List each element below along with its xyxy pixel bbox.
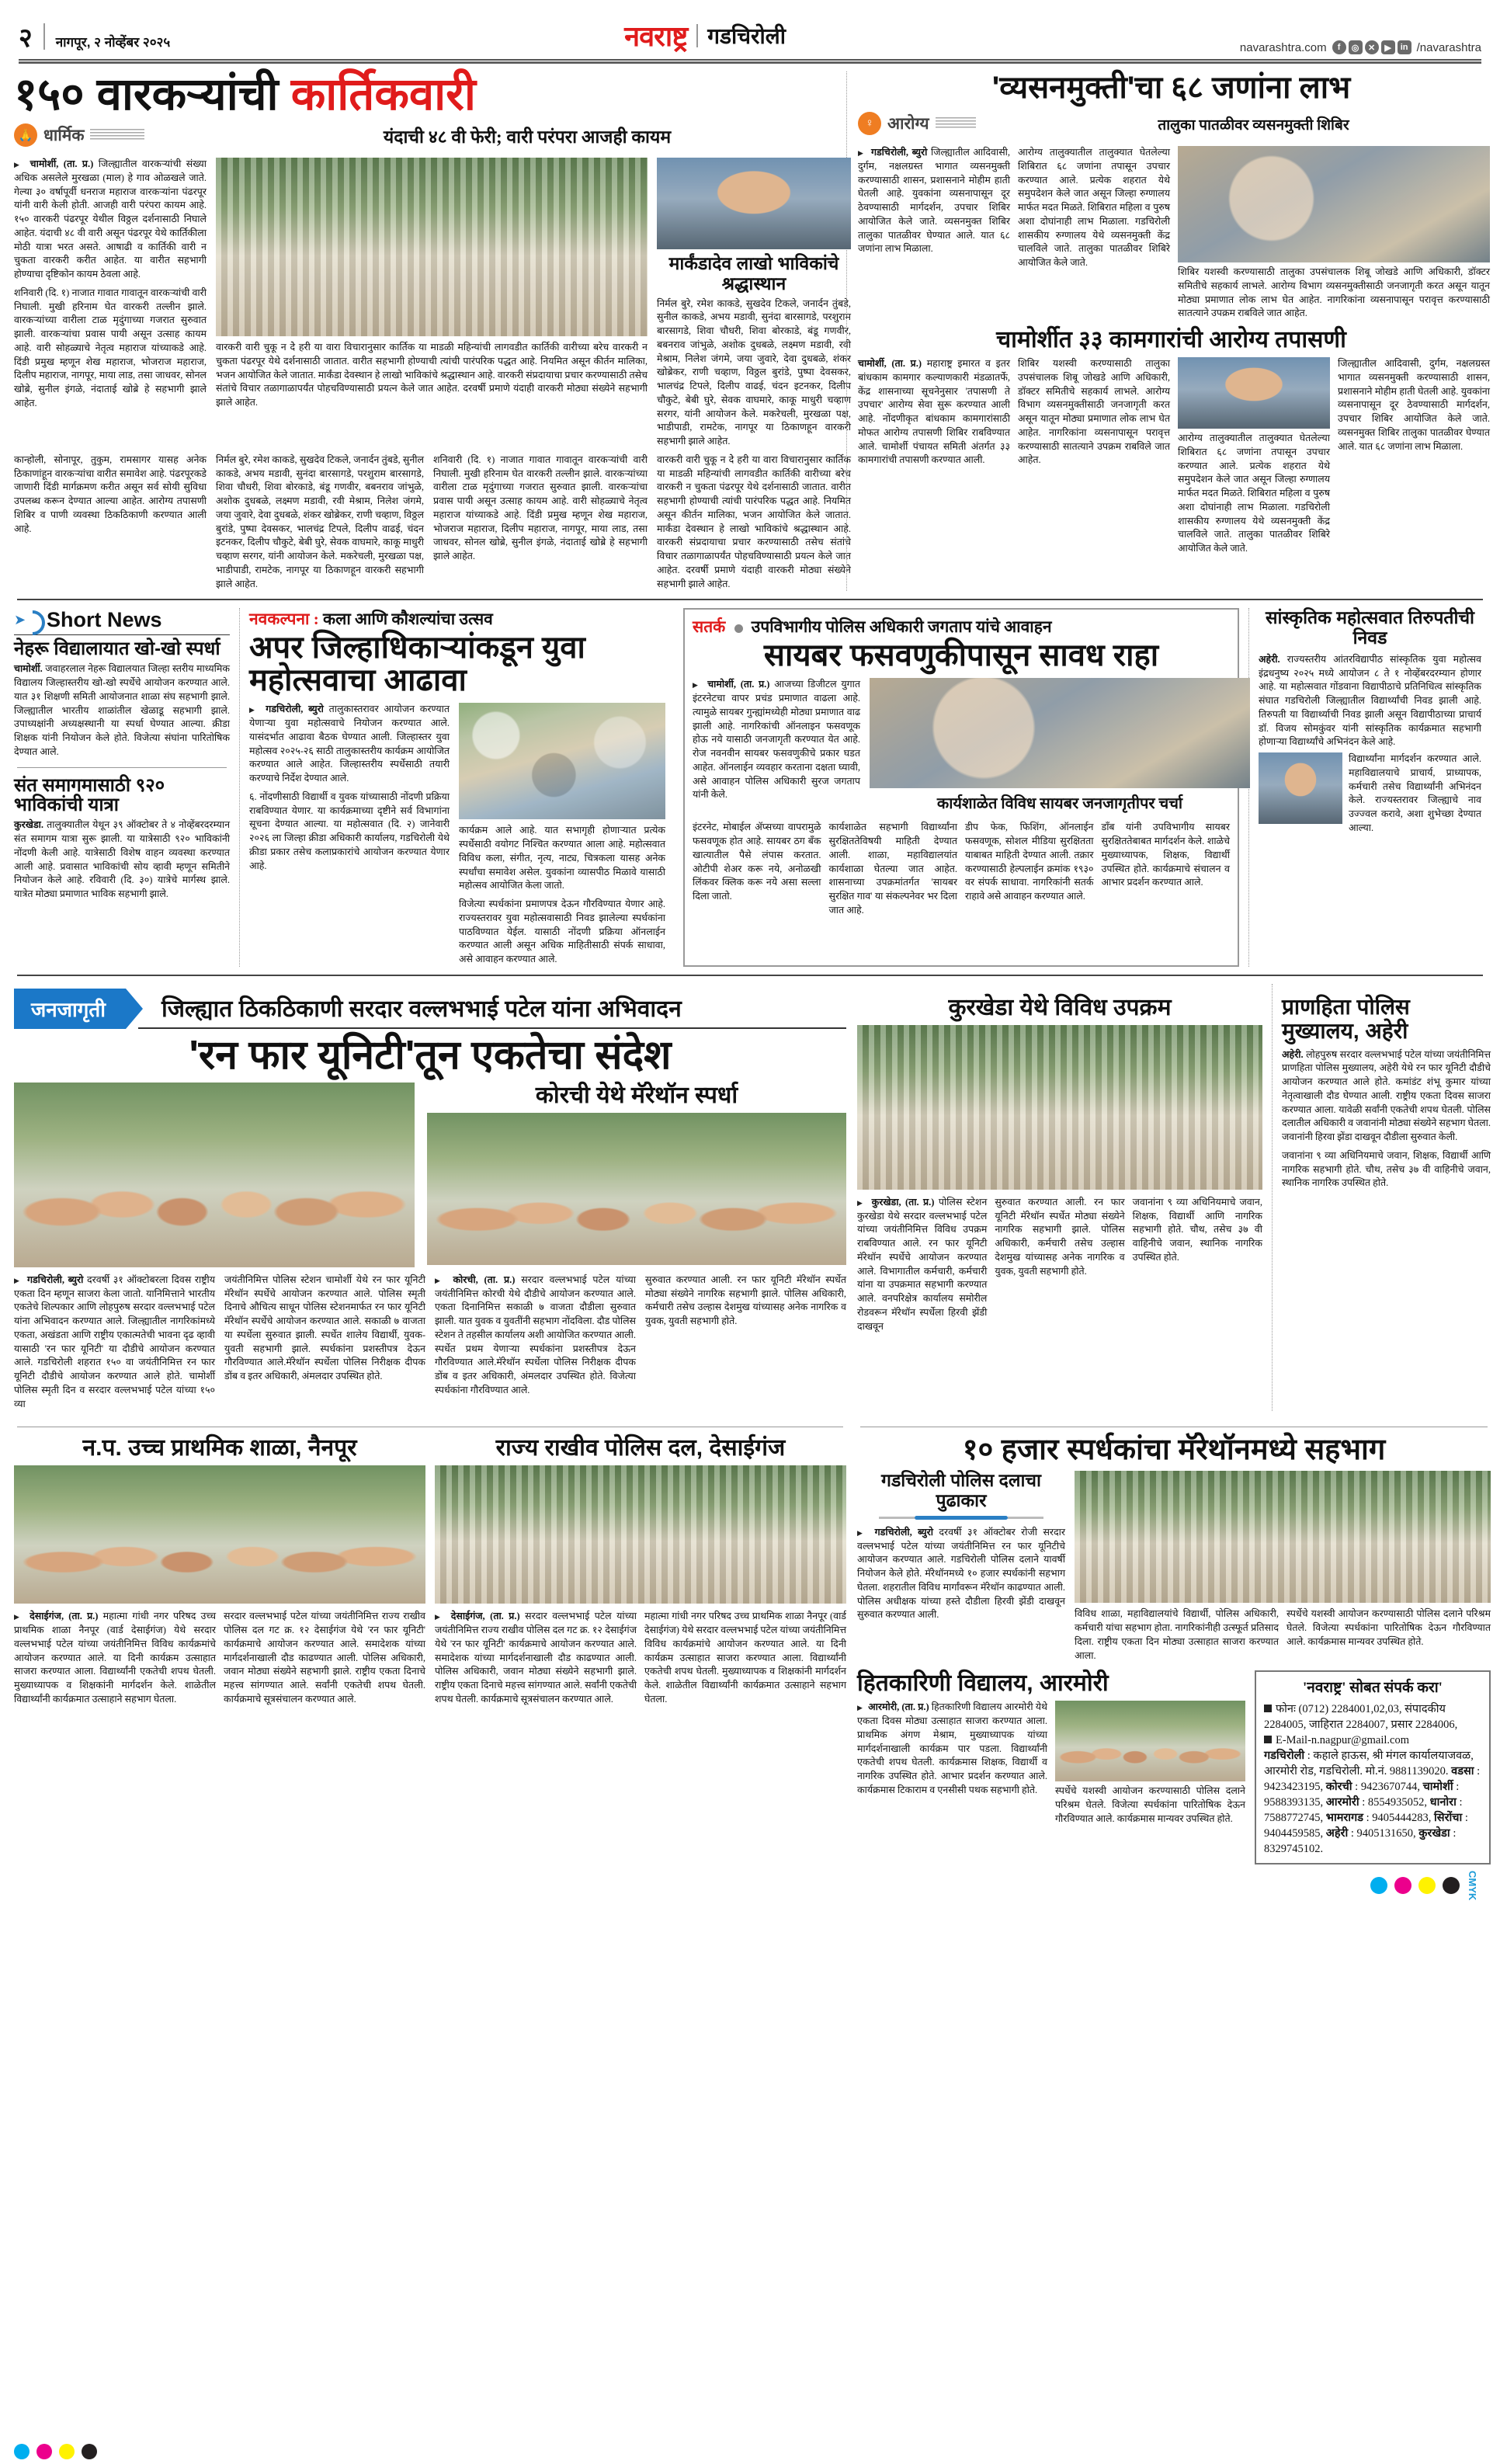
unity-section-left — [14, 984, 846, 1412]
health-body-1 — [858, 146, 1010, 256]
police-desaiganj-headline: राज्य राखीव पोलिस दल, देसाईगंज — [495, 1435, 786, 1461]
marathon-photo-col — [1075, 1471, 1491, 1663]
yuva-body-4: विजेत्या स्पर्धकांना प्रमाणपत्र देऊन गौरविण्यात येणार आहे. राज्यस्तरावर युवा महोत्सवासाठी निवड झालेल्या स्पर्धकांना पाठविण्यात येईल. यासाठी नोंदणी प्रक्रिया ऑनलाईन करण्यात आली असून अधिक माहितीसाठी संपर्क साधावा, असे आवाहन करण्यात आले. — [459, 898, 665, 965]
school-np-body: महात्मा गांधी नगर परिषद उच्च प्राथमिक शाळा नैनपूर (वार्ड देसाईगंज) येथे सरदार वल्लभभाई पटेल यांच्या जयंतीनिमित्त विविध कार्यक्रमांचे आयोजन करण्यात आले. या दिनी कार्यक्रम उत्साहात साजरा करण्यात आला. विद्यार्थ्यांनी एकतेची शपथ घेतली. मुख्याध्यापक व शिक्षकांनी मार्गदर्शन केले. शाळेतील विद्यार्थ्यांनी कार्यक्रमात उत्साहाने सहभाग घेतला. — [14, 1611, 217, 1705]
reg-cyan-dot — [14, 2444, 30, 2459]
police-desaiganj-col-1 — [435, 1610, 637, 1706]
health-kicker-label: आरोग्य — [887, 115, 929, 133]
health-headline: 'व्यसनमुक्ती'चा ६८ जणांना लाभ — [991, 71, 1351, 105]
kurkheda-body: पोलिस स्टेशन कुरखेडा येथे सरदार वल्लभभाई पटेल यांच्या जयंतीनिमित्त विविध उपक्रम राबविण्यात आले. रन फार यूनिटी मॅरेथॉन स्पर्धेचे आयोजन करण्यात आले. विभागातील कर्मचारी, कर्मचारी यांना या उपक्रमात सहभागी करण्यात आले. वनपरिक्षेत्र कार्यालय समोरील रोडवरून मॅरेथॉन स्पर्धेला हिरवी झेंडी दाखवून — [857, 1196, 988, 1332]
health-kicker-lines — [936, 117, 976, 130]
kurkheda-body-3: जवानांना ९ व्या अधिनियमाचे जवान, शिक्षक, विद्यार्थी आणि नागरिक सहभागी होते. चौथ, तसेच ३७ वी वाहिनीचे जवान, स्थानिक नागरिक उपस्थित होते. — [1132, 1196, 1262, 1263]
unity-run-headline: 'रन फार यूनिटी'तून एकतेचा संदेश — [189, 1032, 672, 1078]
side-story-photo — [657, 158, 851, 249]
marathon-dateline: गडचिरोली, ब्युरो — [874, 1526, 933, 1538]
marathon-body-2: विविध शाळा, महाविद्यालयांचे विद्यार्थी, पोलिस अधिकारी, कर्मचारी यांचा सहभाग होता. नागरिकांनीही उत्स्फूर्त प्रतिसाद दिला. राष्ट्रीय एकता दिन मोठ्या उत्साहात साजरा करण्यात आला. — [1075, 1608, 1279, 1661]
side-story-headline: मार्कंडादेव लाखो भाविकांचे श्रद्धास्थान — [668, 253, 839, 294]
health-col-1 — [858, 146, 1010, 321]
marathon-body: दरवर्षी ३१ ऑक्टोबर रोजी सरदार वल्लभभाई पटेल यांच्या जयंतीनिमित्त रन फार यूनिटीचे आयोजन करण्यात आले. गडचिरोली पोलिस दलाने यावर्षी नियोजन केले होते. मॅरेथॉनमध्ये १० हजार स्पर्धकांनी सहभाग घेतला. शहरातील विविध मार्गांवरून मॅरेथॉन काढण्यात आली. पोलिस अधीक्षक यांच्या हस्ते दौडीला हिरवी झेंडी दाखवून सुरुवात करण्यात आली. — [857, 1526, 1065, 1621]
masthead-logo-block — [624, 16, 786, 54]
school-np-headline: न.प. उच्च प्राथमिक शाळा, नैनपूर — [82, 1435, 357, 1461]
health-photo-col — [1178, 146, 1490, 321]
contact-email[interactable]: E-Mail-n.nagpur@gmail.com — [1276, 1733, 1410, 1746]
yuva-body-1 — [249, 703, 450, 786]
marathon-headline: १० हजार स्पर्धकांचा मॅरेथॉनमध्ये सहभाग — [962, 1434, 1386, 1467]
lead-body-col4-c: शनिवारी (दि. १) नाजात गावात गावातून वारकऱ्यांची वारी निघाली. मुखी हरिनाम घेत वारकरी तल्लीन झाले. वारकऱ्यांच्या वारीला टाळ मृदुंगाच्या गजरात सुरुवात झाली. वारकऱ्यांचा प्रवास पायी असून उत्साह कायम आहे. वारी सोहळ्याचे नेतृत्व महाराज यांच्याकडे आहे. दिंडी प्रमुख म्हणून शेख महाराज, भोजराज महाराज, दिलीप महाराज, नागपूर, माया लाड, तसा जाधवर, सोनल खोब्रे, सुनील इंगळे, नंदाताई खोब्रे हे सहभागी झाले आहेत. — [433, 454, 648, 562]
school-np-dateline: देसाईगंज, (ता. प्र.) — [30, 1611, 99, 1622]
lead-photo-body: वारकरी वारी चुकू न देे हरी या वारा विचारानुसार कार्तिक या माडळी महिन्यांची लागवडीत कार्तिकी वारीच्या बरेच वारकरी न चुकता पंढरपूर येथे दर्शनासाठी जातात. वारीत सहभागी होण्याची त्यांची पारंपरिक पद्धत आहे. नियमित असून कीर्तन मालिका, भजन आयोजित केले जातात. मार्कंडा देवस्थान हे लाखो भाविकांचे श्रद्धास्थान आहे. वारकरी संप्रदायाचा प्रचार करण्यासाठी तसेच संतांचे विचार तळागाळापर्यंत पोहचविण्यासाठी प्रयत्न केले जात आहेत. दरवर्षी प्रमाणे यंदाही वारकरी मोठ्या संख्येने सहभागी झाले आहेत. — [216, 342, 648, 408]
health-sub-col-2: शिबिर यशस्वी करण्यासाठी तालुका उपसंचालक शिबू जोखडे आणि अधिकारी, डॉक्टर समितीचे सहकार्य लाभले. आरोग्य विभाग व्यसनमुक्तीसाठी जनजागृती करत असून यातून मोठ्या प्रमाणात लोक लाभ घेत आहेत. नागरिकांना व्यसनापासून परावृत्त करण्यासाठी सातत्याने उपक्रम राबविले जात आहेत. — [1018, 358, 1170, 466]
contact-phones: फोनः (0712) 2284001,02,03, संपादकीय 2284005, जाहिरात 2284007, प्रसार 2284006, — [1264, 1702, 1458, 1731]
health-sub-photo — [1178, 357, 1330, 429]
office-9: कुरखेडा : 8329745102. — [1264, 1826, 1457, 1855]
logo-divider — [696, 24, 698, 47]
unity-dateline: गडचिरोली, ब्युरो — [26, 1274, 84, 1285]
cyber-box — [683, 608, 1239, 967]
hitkarini-photo — [1055, 1701, 1245, 1781]
hitkarini-col-1 — [857, 1701, 1047, 1826]
lead-body-1 — [14, 158, 207, 282]
lead-headline — [14, 69, 835, 120]
cmyk-cyan-dot — [1370, 1877, 1387, 1894]
contact-offices — [1264, 1748, 1481, 1857]
marathon-photo — [1075, 1471, 1491, 1603]
cultural-body-text: राज्यस्तरीय आंतरविद्यापीठ सांस्कृतिक युवा महोत्सव इंद्रधनुष्य २०२५ मध्ये आयोजन ८ ते १ नोव्हेंबरदरम्यान होणार आहे. या महोत्सवात गोंडवाना विद्यापीठाचे प्रतिनिधित्व सांस्कृतिक संघात गडचिरोली जिल्ह्यातील विद्यार्थ्यांची निवड झाली आहे. तिरुपती या विद्यार्थ्याची निवड झाली असून विद्यापीठाच्या प्राचार्य डॉ. विजय सोमकुंवर यांनी सांस्कृतिक कार्यक्रमात सहभागी होणाऱ्या विद्यार्थ्यांचे अभिनंदन केले आहे. — [1259, 653, 1481, 748]
janjagruti-title: जिल्ह्यात ठिकठिकाणी सरदार वल्लभभाई पटेल यांना अभिवादन — [138, 989, 846, 1029]
short-news-item-1-text: जवाहरलाल नेहरू विद्यालयात जिल्हा स्तरीय माध्यमिक विद्यालय जिल्हास्तरीय खो-खो स्पर्धेचे आयोजन करण्यात आले. यात ३१ शिक्षणी समिती आयोजनात शाळा संघ सहभागी झाले. जिल्ह्यातील भारतीय शाळांतील खेळाडू सहभागी झाले. उपाध्यक्षांनी अध्यक्षस्थानी या स्पर्धा घेण्यात आल्या. क्रीडा शिक्षक यांनी नियोजन केले होते. विजेत्या संघांना पारितोषिक देण्यात आले. — [14, 663, 230, 757]
office-2: कोरची : 9423670744, — [1325, 1780, 1420, 1793]
cyber-kicker — [693, 616, 1230, 638]
bottom-right-block — [857, 1419, 1491, 1899]
unity-photo-col-1 — [14, 1083, 415, 1267]
yuva-col-2 — [459, 703, 665, 967]
reg-black-dot — [82, 2444, 97, 2459]
hitkarini-body-2: स्पर्धेचे यशस्वी आयोजन करण्यासाठी पोलिस दलाने परिश्रम घेतले. विजेत्या स्पर्धकांना पारितोषिक देऊन गौरविण्यात आले. कार्यक्रमास मान्यवर उपस्थित होते. — [1055, 1785, 1245, 1824]
social-handle[interactable]: /navarashtra — [1416, 40, 1481, 54]
kicker-lines-decoration — [90, 129, 144, 141]
masthead-dateline: नागपूर, २ नोव्हेंबर २०२५ — [55, 35, 171, 50]
police-desaiganj-photo — [435, 1465, 846, 1604]
lead-col-1 — [14, 158, 207, 449]
lead-photo — [216, 158, 648, 336]
short-news-column — [14, 608, 239, 967]
section-divider-1 — [17, 599, 1483, 600]
korchi-body: सरदार वल्लभभाई पटेल यांच्या जयंतीनिमित्त कोरची येथे दौडीचे आयोजन करण्यात आले. एकता दिनानिमित्त सकाळी ७ वाजता दौडीला सुरुवात झाली. यात युवक व युवतींनी सहभाग नोंदविला. दौड पोलिस स्टेशन ते तहसील कार्यालय अशी आयोजित करण्यात आली. स्पर्धेत प्रथम येणाऱ्या स्पर्धकांना प्रशस्तीपत्र देऊन गौरविण्यात आले.मॅरेथॉन स्पर्धेला पोलिस निरीक्षक दीपक डोंब व इतर अधिकारी, अंमलदार उपस्थित होते. विजेत्या स्पर्धकांना गौरविण्यात आले. — [435, 1274, 637, 1395]
yuva-kicker-red: नवकल्पना : — [249, 610, 319, 629]
cyber-dateline: चामोर्शी, (ता. प्र.) — [707, 679, 770, 690]
contact-box — [1255, 1670, 1491, 1864]
office-0: गडचिरोली : कहाले हाऊस, श्री मंगल कार्यालयाजवळ, आरमोरी रोड, गडचिरोली. मो.नं. 9881139020. — [1264, 1749, 1474, 1778]
office-8: अहेरी : 9405131650, — [1325, 1826, 1416, 1840]
cultural-story — [1248, 608, 1481, 967]
x-twitter-icon[interactable]: ✕ — [1365, 40, 1379, 54]
namaste-hands-icon: 🙏 — [14, 123, 37, 147]
cultural-body-1 — [1259, 653, 1481, 749]
publication-logo: नवराष्ट्र — [624, 20, 688, 52]
hitkarini-body: हितकारिणी विद्यालय आरमोरी येथे एकता दिवस मोठ्या उत्साहात साजरा करण्यात आला. प्राथमिक अंगण मेश्राम, मुख्याध्यापक यांच्या मार्गदर्शनाखाली कार्यक्रम पार पडला. विद्यार्थ्यांनी एकतेची शपथ घेतली. कार्यक्रमास शिक्षक, विद्यार्थी व नागरिक उपस्थित होते. आभार प्रदर्शन करण्यात आले. कार्यक्रमास टिकाराम व एनसीसी पथक सहभागी होते. — [857, 1701, 1047, 1795]
cyber-photo — [870, 678, 1250, 788]
health-body-2: आरोग्य तालुक्यातील तालुक्यात घेतलेल्या शिबिरात ६८ जणांना तपासून उपचार करण्यात आले. प्रत्येक शहरात येथे समुपदेशन केले जात असून जिल्हा रुग्णालय मार्फत मदत मिळते. शिबिरात महिला व पुरुष अशा दोघांनाही लाभ मिळाला. गडचिरोली शासकीय रुग्णालय येथे व्यसनमुक्ती केंद्र चालविले जाते. तालुका पातळीवर शिबिरे आयोजित केले जाते. — [1018, 147, 1170, 268]
website-url[interactable]: navarashtra.com — [1239, 40, 1327, 54]
cyber-body-2: इंटरनेट, मोबाईल ॲप्सच्या वापरामुळे फसवणूक होत आहे. सायबर ठग बँक खात्यातील पैसे लंपास करतात. ओटीपी शेअर करू नये, अनोळखी लिंकवर क्लिक करू नये असा सल्ला दिला जातो. — [693, 822, 821, 902]
pranahita-headline: प्राणहिता पोलिस मुख्यालय, अहेरी — [1282, 994, 1410, 1044]
marathon-sub-col — [857, 1471, 1065, 1663]
lead-kicker — [14, 123, 208, 147]
health-deck: तालुका पातळीवर व्यसनमुक्ती शिबिर — [1158, 117, 1349, 134]
unity-body-col-1 — [14, 1274, 215, 1412]
reg-magenta-dot — [36, 2444, 52, 2459]
yuva-photo — [459, 703, 665, 819]
lead-body-text: जिल्ह्यातील वारकऱ्यांची संख्या अधिक असलेले मुरखळा (माल) हे गाव ओळखले जाते. गेल्या ३० वर्षापूर्वी धनराज महाराज वारकऱ्यांना पंढरपूर यांनी वारी केली होती. आजही वारी परंपरा कायम आहे. १५० वारकरी पंढरपूर येथील विठ्ठल दर्शनासाठी निघाले आहेत. यंदाची ४८ वी वारी असून पंढरपूर येथे कार्तिकीला मोठी यात्रा भरत असते. आषाढी व कार्तिकी वारी न चुकता वारकरी करीत आहेत. या वारीत सहभागी होण्याचा दृष्टिकोन कायम ठेवला आहे. — [14, 158, 207, 280]
marathon-body-3: स्पर्धेचे यशस्वी आयोजन करण्यासाठी पोलिस दलाने परिश्रम घेतले. विजेत्या स्पर्धकांना पारितोषिक देऊन गौरविण्यात आले. कार्यक्रमास मान्यवर उपस्थित होते. — [1286, 1608, 1491, 1647]
police-desaiganj-col-2: महात्मा गांधी नगर परिषद उच्च प्राथमिक शाळा नैनपूर (वार्ड देसाईगंज) येथे सरदार वल्लभभाई पटेल यांच्या जयंतीनिमित्त विविध कार्यक्रमांचे आयोजन करण्यात आले. या दिनी कार्यक्रम उत्साहात साजरा करण्यात आला. विद्यार्थ्यांनी एकतेची शपथ घेतली. मुख्याध्यापक व शिक्षकांनी मार्गदर्शन केले. शाळेतील विद्यार्थ्यांनी कार्यक्रमात उत्साहाने सहभाग घेतला. — [644, 1611, 846, 1705]
masthead-divider — [43, 23, 45, 50]
marathon-rule — [857, 1516, 1065, 1520]
pranahita-dateline: अहेरी. — [1282, 1048, 1304, 1060]
korchi-sub-headline: कोरची येथे मॅरेथॉन स्पर्धा — [535, 1082, 738, 1108]
hitkarini-photo-col — [1055, 1701, 1245, 1826]
short-news-header — [14, 608, 230, 632]
cmyk-label: CMYK — [1467, 1870, 1478, 1900]
cultural-dateline: अहेरी. — [1259, 653, 1280, 665]
cyber-photo-caption: कार्यशाळेत विविध सायबर जनजागृतीपर चर्चा — [936, 795, 1183, 813]
korchi-dateline: कोरची, (ता. प्र.) — [453, 1274, 516, 1285]
police-desaiganj-body: सरदार वल्लभभाई पटेल यांच्या जयंतीनिमित्त राज्य राखीव पोलिस दल गट क्र. १२ देसाईगंज येथे 'रन फार यूनिटी' कार्यक्रमाचे आयोजन करण्यात आले. समादेशक यांच्या मार्गदर्शनाखाली दौड काढण्यात आली. पोलिस अधिकारी, जवान मोठ्या संख्येने सहभागी झाले. राष्ट्रीय एकता दिनाचे महत्त्व सांगण्यात आले. सर्वांनी एकतेची शपथ घेतली. कार्यक्रमाचे सूत्रसंचालन करण्यात आले. — [435, 1611, 637, 1705]
unity-body-col-2: जयंतीनिमित्त पोलिस स्टेशन चामोर्शी येथे रन फार यूनिटी मॅरेथॉन स्पर्धेचे आयोजन करण्यात आले. पोलिस स्मृती दिनाचे औचित्य साधून पोलिस स्टेशनमार्फत रन फार यूनिटी मॅरेथॉन स्पर्धेचे आयोजन करण्यात आले. सकाळी ७ वाजता या स्पर्धेला सुरुवात झाली. स्पर्धेत शालेय विद्यार्थी, युवक-युवती सहभागी झाले. स्पर्धकांना प्रशस्तीपत्र देऊन गौरविण्यात आले.मॅरेथॉन स्पर्धेला पोलिस निरीक्षक दीपक डोंब व इतर अधिकारी, अंमलदार उपस्थित होते. — [224, 1274, 425, 1382]
lead-story-right — [846, 71, 1490, 591]
lead-body-col4-b: निर्मल बुरे, रमेश काकडे, सुखदेव टिकले, जनार्दन तुंबडे, सुनील काकडे, अभय मडावी, सुनंदा बारसागडे, परशुराम बारसागडे, शिवा चौधरी, शिवा बोरकाडे, बंडू गणवीर, बबनराव जांभुळे, अशोक दुधबळे, लक्ष्मण मडावी, रवी मेश्राम, निलेश जंगमे, जया जुवारे, देवा दुधबळे, शंकर खोब्रेकर, राणी चव्हाण, विठ्ठल बुरांडे, पुष्पा देवसकर, भालचंद्र टिपले, दिलीप वाढई, चंदन इटनकर, दिलीप चौकुटे, बेबी घुरे, सेवक वाघमारे, काकू माधुरी चव्हाण सरगर, यांनी आयोजन केले. मकरेचली, मुरखळा पक्ष, भाडीपाडी, रामटेक, नागपूर या ठिकाणहून वारकरी सहभागी झाले आहेत. — [216, 454, 424, 589]
masthead — [14, 0, 1486, 57]
marathon-sub-headline: गडचिरोली पोलिस दलाचा पुढाकार — [881, 1470, 1041, 1511]
school-np-col-1 — [14, 1610, 216, 1706]
yuva-headline: अपर जिल्हाधिकाऱ्यांकडून युवा महोत्सवाचा आढावा — [249, 631, 585, 698]
office-4: आरमोरी : 8554935052, — [1325, 1795, 1428, 1809]
health-sub-col-3-body: आरोग्य तालुक्यातील तालुक्यात घेतलेल्या शिबिरात ६८ जणांना तपासून उपचार करण्यात आले. प्रत्येक शहरात येथे समुपदेशन केले जात असून जिल्हा रुग्णालय मार्फत मदत मिळते. शिबिरात महिला व पुरुष अशा दोघांनाही लाभ मिळाला. गडचिरोली शासकीय रुग्णालय येथे व्यसनमुक्ती केंद्र चालविले जाते. तालुका पातळीवर शिबिरे आयोजित केले जाते. — [1178, 433, 1330, 554]
cmyk-registration-bottom — [14, 2444, 97, 2459]
kurkheda-body-2: सुरुवात करण्यात आली. रन फार यूनिटी मॅरेथॉन स्पर्धेत मोठ्या संख्येने नागरिक सहभागी झाले. पोलिस अधिकारी, कर्मचारी तसेच उल्हास देशमुख यांच्यासह अनेक नागरिक व युवक, युवती सहभागी होते. — [995, 1196, 1125, 1277]
health-sub-body: महाराष्ट्र इमारत व इतर बांधकाम कामगार कल्याणकारी मंडळातर्फे, केंद्र शासनाच्या सूचनेनुसार 'तपासणी ते उपचार' आरोग्य सेवा सुरू करण्यात आली आहे. नोंदणीकृत बांधकाम कामगारांसाठी मोफत आरोग्य तपासणी शिबिर राबविण्यात आले. चामोर्शी पंचायत समिती अंतर्गत ३३ कामगारांची तपासणी करण्यात आली. — [858, 358, 1010, 466]
short-news-item-1-dateline: चामोर्शी. — [14, 663, 43, 675]
short-news-item-2-dateline: कुरखेडा. — [14, 819, 43, 831]
bullet-dot-icon — [734, 624, 743, 633]
cultural-photo — [1259, 752, 1342, 824]
section-divider-2 — [17, 975, 1483, 976]
school-np-story — [14, 1435, 425, 1706]
cmyk-marks — [857, 1871, 1491, 1900]
cyber-story — [674, 608, 1248, 967]
health-sub-col-4: जिल्ह्यातील आदिवासी, दुर्गम, नक्षलग्रस्त भागात व्यसनमुक्ती करण्यासाठी शासन, प्रशासनाने मोहीम हाती घेतली आहे. युवकांना व्यसनापासून दूर ठेवण्यासाठी मार्गदर्शन, उपचार शिबिर आयोजित केले जाते. व्यसनमुक्त शिबिर तालुका पातळीवर घेण्यात आले. यात ६८ जणांना लाभ मिळाला. — [1338, 358, 1490, 452]
unity-photo-2 — [427, 1113, 846, 1265]
kurkheda-headline: कुरखेडा येथे विविध उपक्रम — [948, 994, 1172, 1020]
youtube-icon[interactable]: ▶ — [1381, 40, 1395, 54]
short-news-label-text: Short News — [47, 608, 162, 632]
lead-dateline: चामोर्शी, (ता. प्र.) — [30, 158, 94, 170]
school-np-col-2: सरदार वल्लभभाई पटेल यांच्या जयंतीनिमित्त राज्य राखीव पोलिस दल गट क्र. १२ देसाईगंज येथे 'रन फार यूनिटी' कार्यक्रमाचे आयोजन करण्यात आले. समादेशक यांच्या मार्गदर्शनाखाली दौड काढण्यात आली. पोलिस अधिकारी, जवान मोठ्या संख्येने सहभागी झाले. राष्ट्रीय एकता दिनाचे महत्त्व सांगण्यात आले. सर्वांनी एकतेची शपथ घेतली. कार्यक्रमाचे सूत्रसंचालन करण्यात आले. — [224, 1611, 425, 1705]
office-3: चामोर्शी : 9588393135, — [1264, 1780, 1460, 1809]
health-sub-dateline: चामोर्शी, (ता. प्र.) — [858, 358, 922, 369]
office-5: धानोरा : 7588772745, — [1264, 1795, 1463, 1824]
short-news-item-2 — [14, 776, 230, 902]
lead-body-col4-d: वारकरी वारी चुकू न देे हरी या वारा विचारानुसार कार्तिक या माडळी महिन्यांची लागवडीत कार्तिकी वारीच्या बरेच वारकरी न चुकता पंढरपूर येथे दर्शनासाठी जातात. वारीत सहभागी होण्याची त्यांची पारंपरिक पद्धत आहे. नियमित असून कीर्तन मालिका, भजन आयोजित केले जातात. मार्कंडा देवस्थान हे लाखो भाविकांचे श्रद्धास्थान आहे. वारकरी संप्रदायाचा प्रचार करण्यासाठी तसेच संतांचे विचार तळागाळापर्यंत पोहचविण्यासाठी प्रयत्न केले जात आहेत. दरवर्षी प्रमाणे यंदाही वारकरी मोठ्या संख्येने सहभागी झाले आहेत. — [657, 454, 851, 589]
linkedin-icon[interactable]: in — [1398, 40, 1411, 54]
school-np-photo — [14, 1465, 425, 1604]
cultural-body-2: विद्यार्थ्यांना मार्गदर्शन करण्यात आले. महाविद्यालयाचे प्राचार्य, प्राध्यापक, कर्मचारी तसेच विद्यार्थ्यांनी अभिनंदन केले. राज्यस्तरावर जिल्ह्याचे नाव उज्ज्वल करावे, अशा शुभेच्छा देण्यात आल्या. — [1349, 753, 1481, 833]
short-news-item-1-body — [14, 662, 230, 759]
cyber-body-text: आजच्या डिजीटल युगात इंटरनेटचा वापर प्रचंड प्रमाणात वाढला आहे. त्यामुळे सायबर गुन्ह्यांमध्येही मोठ्या प्रमाणात वाढ झाली आहे. नागरिकांची ऑनलाइन फसवणूक होऊ नये यासाठी जनजागृती करण्यात येत आहे. रोज नवनवीन सायबर फसवणुकीचे प्रकार घडत आहेत. ऑनलाईन व्यवहार करताना दक्षता घ्यावी, असे आवाहन पोलिस अधिकारी सुरज जगताप यांनी केले. — [693, 679, 860, 801]
pranahita-body-text: लोहपुरुष सरदार वल्लभभाई पटेल यांच्या जयंतीनिमित्त प्राणहिता पोलिस मुख्यालय, अहेरी येथे रन फार यूनिटी दौडीचे आयोजन करण्यात आले होते. कमांडंट शंभू कुमार यांच्या नेतृत्वाखाली दौड घेण्यात आली. राष्ट्रीय एकता दिवस साजरा करण्यात आला. यावेळी सर्वांनी एकतेची शपथ घेतली. पोलिस दलातील अधिकारी व जवानांनी मोठ्या संख्येने सहभाग घेतला. जवानांनी हिरवा झेंडा दाखवून दौडीला सुरुवात केली. — [1282, 1048, 1491, 1143]
unity-photo-1 — [14, 1083, 415, 1267]
yuva-kicker — [249, 608, 665, 630]
side-story-body: निर्मल बुरे, रमेश काकडे, सुखदेव टिकले, जनार्दन तुंबडे, सुनील काकडे, अभय मडावी, सुनंदा बारसागडे, परशुराम बारसागडे, शिवा चौधरी, शिवा बोरकाडे, बंडू गणवीर, बबनराव जांभुळे, अशोक दुधबळे, लक्ष्मण मडावी, रवी मेश्राम, निलेश जंगमे, जया जुवारे, देवा दुधबळे, शंकर खोब्रेकर, राणी चव्हाण, विठ्ठल बुरांडे, पुष्पा देवसकर, भालचंद्र टिपले, दिलीप वाढई, चंदन इटनकर, दिलीप चौकुटे, बेबी घुरे, सेवक वाघमारे, काकू माधुरी चव्हाण सरगर, यांनी आयोजन केले. मकरेचली, मुरखळा पक्ष, भाडीपाडी, रामटेक, नागपूर या ठिकाणहून वारकरी सहभागी झाले आहेत. — [657, 297, 851, 447]
pranahita-body-2: जवानांना ९ व्या अधिनियमाचे जवान, शिक्षक, विद्यार्थी आणि नागरिक सहभागी होते. चौथ, तसेच ३७ वी वाहिनीचे जवान, स्थानिक नागरिक उपस्थित होते. — [1282, 1149, 1491, 1189]
health-sub-col-3 — [1178, 357, 1330, 556]
yuva-body-text: तालुकास्तरावर आयोजन करण्यात येणाऱ्या युवा महोत्सवाचे नियोजन करण्यात आले. यासंदर्भात आढावा बैठक घेण्यात आली. जिल्हास्तर युवा महोत्सव २०२५-२६ साठी तालुकास्तरीय कार्यक्रम आयोजित करण्यात आले आहेत. जिल्हास्तरीय स्पर्धेसाठी तयारी करण्याचे निर्देश देण्यात आले. — [249, 704, 450, 784]
marathon-col-1 — [857, 1526, 1065, 1622]
kurkheda-dateline: कुरखेडा, (ता. प्र.) — [871, 1196, 935, 1208]
lead-body-text-2: शनिवारी (दि. १) नाजात गावात गावातून वारकऱ्यांची वारी निघाली. मुखी हरिनाम घेत वारकरी तल्लीन झाले. वारकऱ्यांच्या वारीला टाळ मृदुंगाच्या गजरात सुरुवात झाली. वारकऱ्यांचा प्रवास पायी असून उत्साह कायम आहे. वारी सोहळ्याचे नेतृत्व महाराज यांच्याकडे आहे. दिंडी प्रमुख म्हणून शेख महाराज, भोजराज महाराज, दिलीप महाराज, नागपूर, माया लाड, तसा जाधवर, सोनल खोब्रे, सुनील इंगळे, नंदाताई खोब्रे हे सहभागी झाले आहेत. — [14, 287, 207, 408]
unity-body-col-4: सुरुवात करण्यात आली. रन फार यूनिटी मॅरेथॉन स्पर्धेत मोठ्या संख्येने नागरिक सहभागी झाले. पोलिस अधिकारी, कर्मचारी तसेच उल्हास देशमुख यांच्यासह अनेक नागरिक व युवक, युवती सहभागी होते. — [645, 1274, 846, 1327]
cyber-kicker-red: सतर्क — [693, 617, 726, 637]
unity-body-text: दरवर्षी ३१ ऑक्टोबरला दिवस राष्ट्रीय एकता दिन म्हणून साजरा केला जातो. यानिमित्ताने भारतीय एकतेचे शिल्पकार आणि लोहपुरुष सरदार वल्लभभाई पटेल यांना अभिवादन करण्यात आले. जिल्ह्यातील नागरिकांमध्ये एकता, अखंडता आणि राष्ट्रीय एकात्मतेची भावना दृढ व्हावी यासाठी 'रन फार यूनिटी' या दौडीचे आयोजन करण्यात आले. गडचिरोली शहरात १५० वा जयंतीनिमित्त रन फार यूनिटी दौडीचे आयोजन करण्यात आले होते. चामोर्शी पोलिस स्मृती दिन व सरदार वल्लभभाई पटेल यांच्या १५० व्या — [14, 1274, 215, 1409]
short-news-divider — [17, 767, 227, 768]
health-body-3: शिबिर यशस्वी करण्यासाठी तालुका उपसंचालक शिबू जोखडे आणि अधिकारी, डॉक्टर समितीचे सहकार्य लाभले. आरोग्य विभाग व्यसनमुक्तीसाठी जनजागृती करत असून यातून मोठ्या प्रमाणात लोक लाभ घेत आहेत. नागरिकांना व्यसनापासून परावृत्त करण्यासाठी सातत्याने उपक्रम राबविले जात आहेत. — [1178, 266, 1490, 319]
instagram-icon[interactable]: ◎ — [1349, 40, 1363, 54]
kurkheda-story — [857, 984, 1262, 1412]
social-icons — [1332, 40, 1411, 54]
unity-section-right — [857, 984, 1491, 1412]
yuva-body-2: ६. नोंदणीसाठी विद्यार्थी व युवक यांच्यासाठी नोंदणी प्रक्रिया राबविण्यात येणार. या कार्यक्रमाच्या दृष्टीने सर्व विभागांना सूचना देण्यात आल्या. या महोत्सवात (दि. २) जानेवारी २०२६ ला जिल्हा क्रीडा अधिकारी कार्यालय, गडचिरोली येथे क्रीडा प्रकार तसेच कलाप्रकारांचे आयोजन करण्यात येणार आहे. — [249, 791, 450, 871]
page-number: २ — [19, 23, 33, 53]
short-news-label — [47, 608, 162, 632]
cyber-photo-col — [870, 678, 1250, 816]
office-6: भामरागड : 9405444283, — [1325, 1811, 1432, 1824]
lead-headline-part1: १५० वारकऱ्यांची — [14, 69, 291, 120]
cultural-headline: सांस्कृतिक महोत्सवात तिरुपतीची निवड — [1265, 607, 1475, 648]
health-sub-col-1 — [858, 357, 1010, 556]
yuva-body-3: कार्यक्रम आले आहे. यात सभागृही होणाऱ्यात प्रत्येक स्पर्धेसाठी वयोगट निश्चित करण्यात आला आहे. महोत्सवात विविध कला, संगीत, नृत्य, नाट्य, चित्रकला यासह अनेक स्पर्धांचा समावेश असेल. युवकांना व्यासपीठ मिळावे यासाठी महोत्सव आयोजित केला जातो. — [459, 825, 665, 891]
cyber-kicker-rest: उपविभागीय पोलिस अधिकारी जगताप यांचे आवाहन — [751, 617, 1052, 637]
bottom-left-block — [14, 1419, 846, 1899]
health-sub-headline: चामोर्शीत ३३ कामगारांची आरोग्य तपासणी — [996, 327, 1346, 353]
office-1: वडसा : 9423423195, — [1264, 1764, 1481, 1793]
lead-body-col4-a: कान्होली, सोनापूर, तुकुम, रामसागर यासह अनेक ठिकाणांहून वारकऱ्यांचा वारीत समावेश आहे. पंढरपूरकडे जाणारी दिंडी मार्गक्रमण करीत असून सर्व सोयी सुविधा उपलब्ध करून देण्यात आल्या आहेत. आरोग्य तपासणी शिबिर व पाणी व्यवस्था ठिकठिकाणी करण्यात आली आहे. — [14, 454, 207, 534]
pranahita-story — [1272, 984, 1491, 1412]
masthead-rule — [19, 59, 1481, 64]
health-photo — [1178, 146, 1490, 262]
health-dateline: गडचिरोली, ब्युरो — [870, 147, 928, 158]
health-kicker — [858, 112, 1013, 135]
cyber-headline: सायबर फसवणुकीपासून सावध राहा — [763, 638, 1159, 673]
lead-headline-part2: कार्तिकवारी — [290, 69, 476, 120]
cyber-body-5: डॉंब यांनी उपविभागीय सायबर सुरक्षिततेबाबत मार्गदर्शन केले. शाळेचे मुख्याध्यापक, शिक्षक, विद्यार्थी उपस्थित होते. कार्यक्रमाचे संचालन व आभार प्रदर्शन करण्यात आले. — [1101, 822, 1230, 888]
korchi-col — [435, 1274, 636, 1412]
reg-yellow-dot — [59, 2444, 75, 2459]
janjagruti-banner — [14, 989, 846, 1029]
short-news-item-2-title: संत समागमासाठी ९२० भाविकांची यात्रा — [14, 774, 165, 816]
short-news-item-2-body — [14, 818, 230, 902]
yuva-col-1 — [249, 703, 450, 967]
health-mother-icon: ♀ — [858, 112, 881, 135]
short-news-item-1-title: नेहरू विद्यालायात खो-खो स्पर्धा — [14, 638, 220, 660]
police-desaiganj-story — [435, 1435, 846, 1706]
contact-phone-line — [1264, 1701, 1481, 1732]
hitkarini-story — [857, 1670, 1245, 1864]
lead-photo-col — [216, 158, 648, 449]
masthead-right — [1240, 40, 1481, 54]
yuva-dateline: गडचिरोली, ब्युरो — [266, 704, 324, 715]
cyber-body-3: कार्यशाळेत सहभागी विद्यार्थ्यांना सुरक्षिततेविषयी माहिती देण्यात आली. शाळा, महाविद्यालयांत कार्यशाळा घेतल्या जात आहेत. शासनाच्या उपक्रमांतर्गत 'सायबर सुरक्षित गाव' या संकल्पनेवर भर दिला जात आहे. — [828, 822, 957, 916]
cmyk-black-dot — [1443, 1877, 1460, 1894]
lead-kicker-label: धार्मिक — [43, 127, 85, 145]
lead-deck: यंदाची ४८ वी फेरी; वारी परंपरा आजही कायम — [383, 127, 672, 148]
unity-photo-col-2 — [427, 1083, 846, 1267]
yuva-mahotsav-story — [239, 608, 674, 967]
health-body-text: जिल्ह्यातील आदिवासी, दुर्गम, नक्षलग्रस्त भागात व्यसनमुक्ती करण्यासाठी शासन, प्रशासनाने मोहीम हाती घेतली आहे. युवकांना व्यसनापासून दूर ठेवण्यासाठी मार्गदर्शन, उपचार शिबिर आयोजित केले जाते. व्यसनमुक्त शिबिर तालुका पातळीवर घेण्यात आले. यात ६८ जणांना लाभ मिळाला. — [858, 147, 1011, 255]
hitkarini-headline: हितकारिणी विद्यालय, आरमोरी — [857, 1670, 1109, 1697]
contact-email-line — [1264, 1732, 1481, 1748]
yuva-kicker-rest: कला आणि कौशल्यांचा उत्सव — [318, 610, 493, 629]
lead-story-left — [14, 69, 851, 591]
short-news-item-2-text: तालुक्यातील येथून ३९ ऑक्टोबर ते ४ नोव्हेंबरदरम्यान संत समागम यात्रा सुरू झाली. या यात्रेसाठी ९२० भाविकांनी नोंदणी केली आहे. यात्रेसाठी विशेष वाहन व्यवस्था करण्यात आली आहे. प्रवासात भाविकांची सोय व्हावी म्हणून समितीने नियोजन केले आहे. रविवारी (दि. ३०) यात्रेचे मार्गस्थ झाले. यात्रेत मोठ्या प्रमाणात भाविक सहभागी झाले. — [14, 819, 231, 900]
cyber-col-1 — [693, 678, 860, 816]
square-bullet-icon-2 — [1264, 1736, 1272, 1743]
pranahita-body-1 — [1282, 1048, 1491, 1145]
office-7: सिरोंचा : 9404459585, — [1264, 1811, 1468, 1840]
janjagruti-tag: जनजागृती — [14, 989, 126, 1029]
kurkheda-photo — [857, 1025, 1262, 1190]
contact-title: 'नवराष्ट्र' सोबत संपर्क करा' — [1303, 1680, 1443, 1697]
edition-name: गडचिरोली — [707, 23, 786, 48]
lead-side-story — [657, 158, 851, 449]
short-news-rule — [14, 634, 230, 635]
police-desaiganj-dateline: देसाईगंज, (ता. प्र.) — [450, 1611, 520, 1622]
square-bullet-icon — [1264, 1705, 1272, 1712]
short-news-item-1 — [14, 639, 230, 759]
kurkheda-col-1 — [857, 1196, 987, 1334]
cyber-body-4: डीप फेक, फिशिंग, ऑनलाईन फसवणूक, सोशल मीडिया सुरक्षितता याबाबत माहिती देण्यात आली. तक्रार करण्यासाठी हेल्पलाईन क्रमांक १९३० वर संपर्क साधावा. नागरिकांनी सतर्क राहावे असे आवाहन करण्यात आले. — [965, 822, 1094, 902]
facebook-icon[interactable]: f — [1332, 40, 1346, 54]
cmyk-magenta-dot — [1394, 1877, 1411, 1894]
cmyk-yellow-dot — [1418, 1877, 1436, 1894]
short-news-arrow-icon — [14, 610, 40, 631]
hitkarini-dateline: आरमोरी, (ता. प्र.) — [868, 1701, 929, 1713]
masthead-left — [19, 19, 170, 54]
